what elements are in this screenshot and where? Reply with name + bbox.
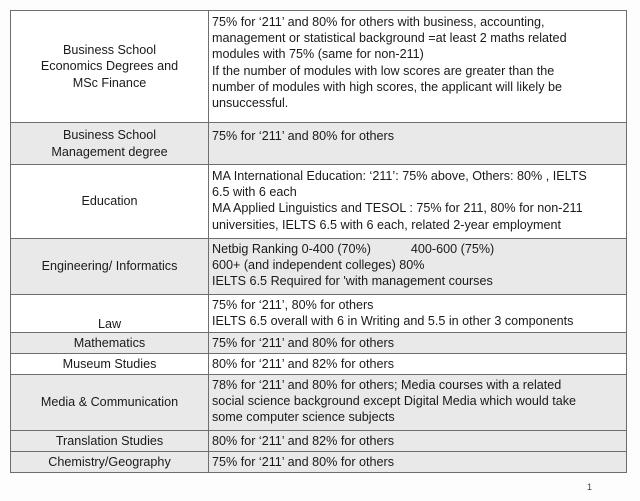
- criteria-line: 80% for ‘211’ and 82% for others: [212, 433, 395, 448]
- subject-line: Translation Studies: [55, 433, 164, 448]
- criteria-line: 6.5 with 6 each: [212, 185, 297, 200]
- table-row: [11, 165, 627, 239]
- criteria-line: 75% for ‘211’ and 80% for others: [212, 335, 395, 350]
- table-row: [11, 239, 627, 295]
- subject-line: Law: [97, 316, 122, 331]
- subject-line: Media & Communication: [40, 395, 179, 410]
- subject-line: Business School: [62, 43, 157, 58]
- criteria-cell: [209, 333, 627, 354]
- subject-cell: [11, 452, 209, 473]
- criteria-line: modules with 75% (same for non-211): [212, 47, 424, 62]
- subject-cell: [11, 295, 209, 333]
- criteria-line: IELTS 6.5 overall with 6 in Writing and 5.5 in other 3 components: [212, 314, 574, 329]
- criteria-cell: [209, 375, 627, 431]
- criteria-cell: [209, 295, 627, 333]
- criteria-line: IELTS 6.5 Required for 'with management courses: [212, 274, 493, 289]
- subject-cell: [11, 11, 209, 123]
- subject-cell: [11, 431, 209, 452]
- criteria-line: If the number of modules with low scores are greater than the: [212, 63, 555, 78]
- criteria-line: unsuccessful.: [212, 96, 289, 111]
- criteria-line: universities, IELTS 6.5 with 6 each, related 2-year employment: [212, 217, 562, 232]
- table-row: [11, 295, 627, 333]
- table-row: [11, 431, 627, 452]
- subject-line: Business School: [62, 128, 157, 143]
- table-row: [11, 452, 627, 473]
- subject-line: Chemistry/Geography: [48, 454, 171, 469]
- table-row: [11, 354, 627, 375]
- criteria-line: 75% for ‘211’, 80% for others: [212, 298, 374, 312]
- criteria-cell: [209, 11, 627, 123]
- criteria-line: 600+ (and independent colleges) 80%: [212, 258, 425, 273]
- subject-cell: [11, 375, 209, 431]
- subject-line: MSc Finance: [72, 75, 147, 90]
- table-row: [11, 123, 627, 165]
- criteria-line: social science background except Digital Media which would take: [212, 394, 577, 409]
- criteria-line: 78% for ‘211’ and 80% for others; Media courses with a related: [212, 378, 562, 392]
- criteria-text: 400-600 (75%): [410, 242, 495, 256]
- page-number: 1: [587, 482, 593, 492]
- table-row: [11, 375, 627, 431]
- criteria-line: number of modules with high scores, the applicant will likely be: [212, 79, 562, 94]
- subject-line: Mathematics: [73, 335, 146, 350]
- subject-line: Economics Degrees and: [40, 59, 179, 74]
- criteria-line: 75% for ‘211’ and 80% for others with business, accounting,: [212, 15, 545, 29]
- subject-line: Education: [81, 194, 138, 209]
- criteria-cell: [209, 452, 627, 473]
- criteria-text: Netbig Ranking 0-400 (70%): [212, 242, 371, 256]
- subject-cell: [11, 354, 209, 375]
- criteria-cell: [209, 431, 627, 452]
- subject-cell: [11, 165, 209, 239]
- subject-line: Management degree: [51, 144, 168, 159]
- subject-line: Engineering/ Informatics: [41, 259, 178, 274]
- table-row: [11, 11, 627, 123]
- criteria-cell: [209, 354, 627, 375]
- criteria-cell: [209, 123, 627, 165]
- subject-cell: [11, 239, 209, 295]
- subject-cell: [11, 333, 209, 354]
- criteria-line: some computer science subjects: [212, 410, 395, 425]
- criteria-line: management or statistical background =at least 2 maths related: [212, 31, 567, 46]
- table-row: [11, 333, 627, 354]
- entry-requirements-table: [10, 10, 627, 473]
- subject-cell: [11, 123, 209, 165]
- criteria-line: 80% for ‘211’ and 82% for others: [212, 356, 395, 371]
- criteria-line: MA Applied Linguistics and TESOL : 75% for 211, 80% for non-211: [212, 201, 583, 216]
- subject-line: Museum Studies: [62, 356, 157, 371]
- criteria-line: [212, 241, 623, 257]
- criteria-line: 75% for ‘211’ and 80% for others: [212, 129, 395, 143]
- criteria-line: 75% for ‘211’ and 80% for others: [212, 454, 395, 469]
- criteria-line: MA International Education: ‘211’: 75% above, Others: 80% , IELTS: [212, 169, 587, 183]
- criteria-cell: [209, 165, 627, 239]
- criteria-cell: [209, 239, 627, 295]
